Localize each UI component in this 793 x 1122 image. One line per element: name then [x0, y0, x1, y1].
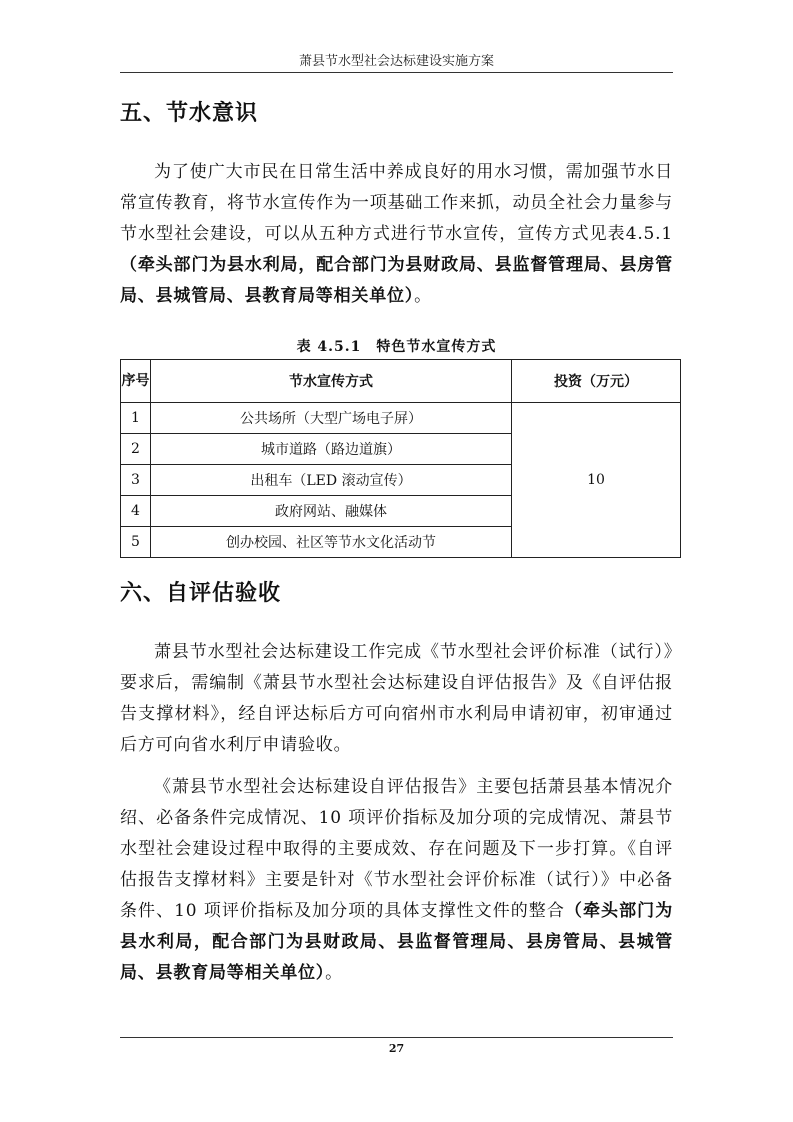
cell-method: 政府网站、融媒体 — [151, 496, 512, 527]
cell-seq: 3 — [121, 465, 151, 496]
header-method: 节水宣传方式 — [151, 360, 512, 403]
cell-method: 公共场所（大型广场电子屏） — [151, 403, 512, 434]
cell-method: 出租车（LED 滚动宣传） — [151, 465, 512, 496]
section-6-text: 《萧县节水型社会达标建设自评估报告》主要包括萧县基本情况介绍、必备条件完成情况、10 项评价指标及加分项的完成情况、萧县节水型社会建设过程中取得的主要成效、存在问题及下一步打算。《自评估报告支撑材料》主要是针对《节水型社会评价标准（试行）》中必备条件、10 项评价指标及加分项的具体支撑性文件的整合 — [120, 777, 673, 921]
cell-seq: 4 — [121, 496, 151, 527]
publicity-methods-table — [120, 359, 681, 558]
section-6-responsible-units: （牵头部门为县水利局，配合部门为县财政局、县监督管理局、县房管局、县城管局、县教育局等相关单位） — [120, 901, 673, 983]
footer-rule — [120, 1037, 673, 1038]
cell-seq: 2 — [121, 434, 151, 465]
page-number: 27 — [388, 1042, 405, 1055]
header-rule — [120, 72, 673, 73]
table-row — [121, 403, 681, 434]
section-5-responsible-units: （牵头部门为县水利局，配合部门为县财政局、县监督管理局、县房管局、县城管局、县教育局等相关单位） — [120, 255, 673, 306]
header-investment: 投资（万元） — [512, 360, 681, 403]
cell-method: 创办校园、社区等节水文化活动节 — [151, 527, 512, 558]
section-6-heading: 六、自评估验收 — [120, 580, 282, 606]
section-6-paragraph-1: 萧县节水型社会达标建设工作完成《节水型社会评价标准（试行）》要求后，需编制《萧县节水型社会达标建设自评估报告》及《自评估报告支撑材料》，经自评达标后方可向宿州市水利局申请初审，初审通过后方可向省水利厅申请验收。 — [120, 642, 673, 755]
section-6-paragraph-2 — [120, 772, 673, 989]
section-5-end: 。 — [414, 286, 432, 306]
running-header: 萧县节水型社会达标建设实施方案 — [298, 54, 494, 69]
cell-investment: 10 — [512, 403, 681, 558]
cell-seq: 5 — [121, 527, 151, 558]
section-5-text: 为了使广大市民在日常生活中养成良好的用水习惯，需加强节水日常宣传教育，将节水宣传作为一项基础工作来抓，动员全社会力量参与节水型社会建设，可以从五种方式进行节水宣传，宣传方式见表4.5.1 — [120, 162, 673, 244]
table-caption: 表 4.5.1 特色节水宣传方式 — [296, 339, 497, 355]
cell-method: 城市道路（路边道旗） — [151, 434, 512, 465]
header-seq: 序号 — [121, 360, 151, 403]
cell-seq: 1 — [121, 403, 151, 434]
section-6-end: 。 — [325, 963, 343, 983]
section-5-paragraph — [120, 157, 673, 312]
table-header-row — [121, 360, 681, 403]
section-5-heading: 五、节水意识 — [120, 100, 259, 126]
